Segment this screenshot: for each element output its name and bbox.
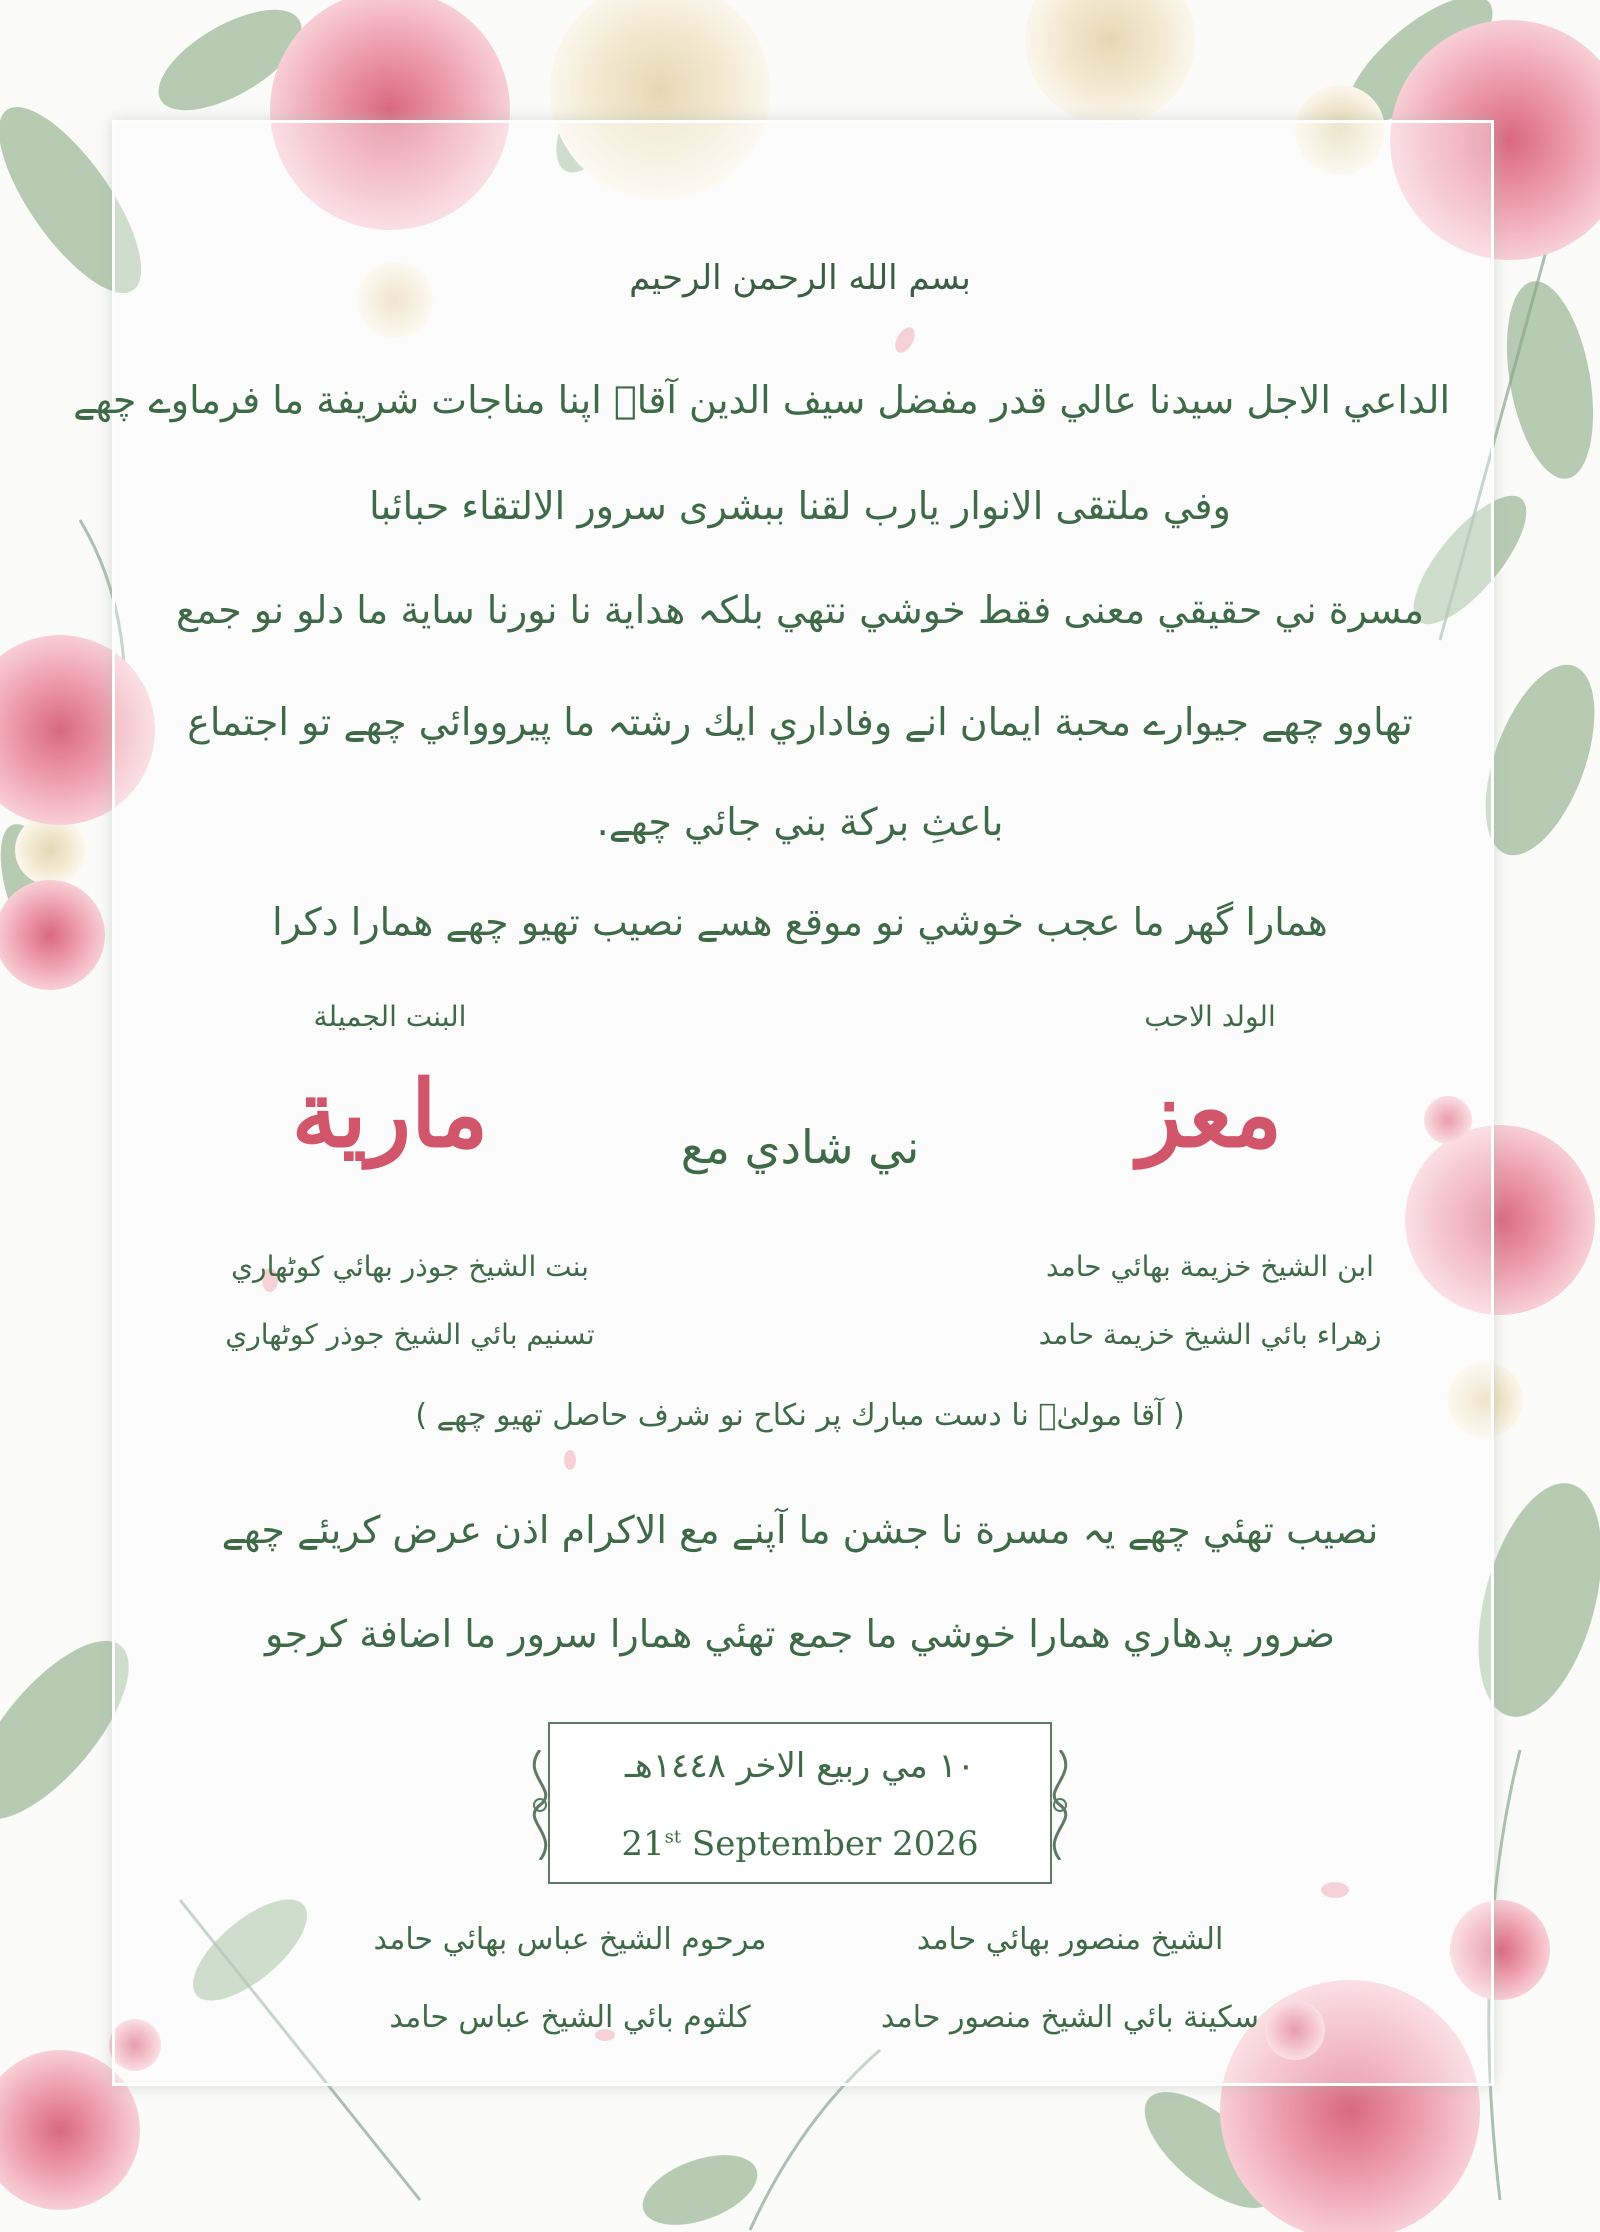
gregorian-date bbox=[550, 1824, 1050, 1864]
groom-label: الولد الاحب bbox=[1144, 1000, 1276, 1033]
groom-mother: زهراء بائي الشيخ خزيمة حامد bbox=[1038, 1318, 1382, 1351]
groom-name: معز bbox=[1137, 1060, 1283, 1168]
groom-father: ابن الشيخ خزيمة بھائي حامد bbox=[1046, 1250, 1374, 1283]
bride-label: البنت الجميلة bbox=[313, 1000, 467, 1033]
bride-name: مارية bbox=[291, 1060, 489, 1168]
bride-mother: تسنيم بائي الشيخ جوذر كوٹھاري bbox=[225, 1318, 595, 1351]
marriage-with-text: ني شادي مع bbox=[680, 1120, 920, 1174]
right-ornament-icon bbox=[1040, 1750, 1080, 1860]
date-month-year: September 2026 bbox=[681, 1824, 979, 1864]
intro-line-2: وفي ملتقى الانوار يارب لقنا ببشرى سرور الالتقاء حبائبا bbox=[369, 484, 1231, 528]
date-day: 21 bbox=[621, 1824, 665, 1864]
intro-line-4: تھاوو چھے جيوارے محبة ايمان انے وفاداري ايك رشتہ ما پيرووائي چھے تو اجتماع bbox=[187, 700, 1413, 744]
intro-line-5: باعثِ بركة بني جائي چھے. bbox=[596, 800, 1004, 844]
host-right-2: سكينة بائي الشيخ منصور حامد bbox=[880, 2000, 1260, 2035]
bride-father: بنت الشيخ جوذر بھائي كوٹھاري bbox=[231, 1250, 589, 1283]
intro-line-3: مسرة ني حقيقي معنى فقط خوشي نتھي بلكہ هداية نا نورنا ساية ما دلو نو جمع bbox=[176, 588, 1424, 632]
intro-line-6: همارا گھر ما عجب خوشي نو موقع هسے نصيب تھيو چھے همارا دكرا bbox=[272, 900, 1328, 944]
date-suffix: st bbox=[664, 1826, 682, 1848]
host-left-1: مرحوم الشيخ عباس بھائي حامد bbox=[373, 1922, 767, 1957]
date-box bbox=[548, 1722, 1052, 1884]
intro-line-1: الداعي الاجل سيدنا عالي قدر مفضل سيف الدين آقاؑ اپنا مناجات شريفة ما فرماوے چھے bbox=[73, 378, 1450, 422]
nikah-note: ( آقا مولیٰؑ نا دست مبارك پر نكاح نو شرف حاصل تھيو چھے ) bbox=[415, 1398, 1185, 1433]
bismillah: بسم الله الرحمن الرحيم bbox=[629, 258, 971, 298]
hijri-date: ١٠ مي ربيع الاخر ١٤٤٨هـ bbox=[624, 1746, 976, 1786]
invite-line-1: نصيب تھئي چھے يہ مسرة نا جشن ما آپنے مع الاكرام اذن عرض كريئے چھے bbox=[221, 1508, 1379, 1552]
invite-line-2: ضرور پدهاري همارا خوشي ما جمع تھئي همارا سرور ما اضافة كرجو bbox=[264, 1612, 1336, 1656]
host-left-2: كلثوم بائي الشيخ عباس حامد bbox=[389, 2000, 751, 2035]
host-right-1: الشيخ منصور بھائي حامد bbox=[916, 1922, 1224, 1957]
